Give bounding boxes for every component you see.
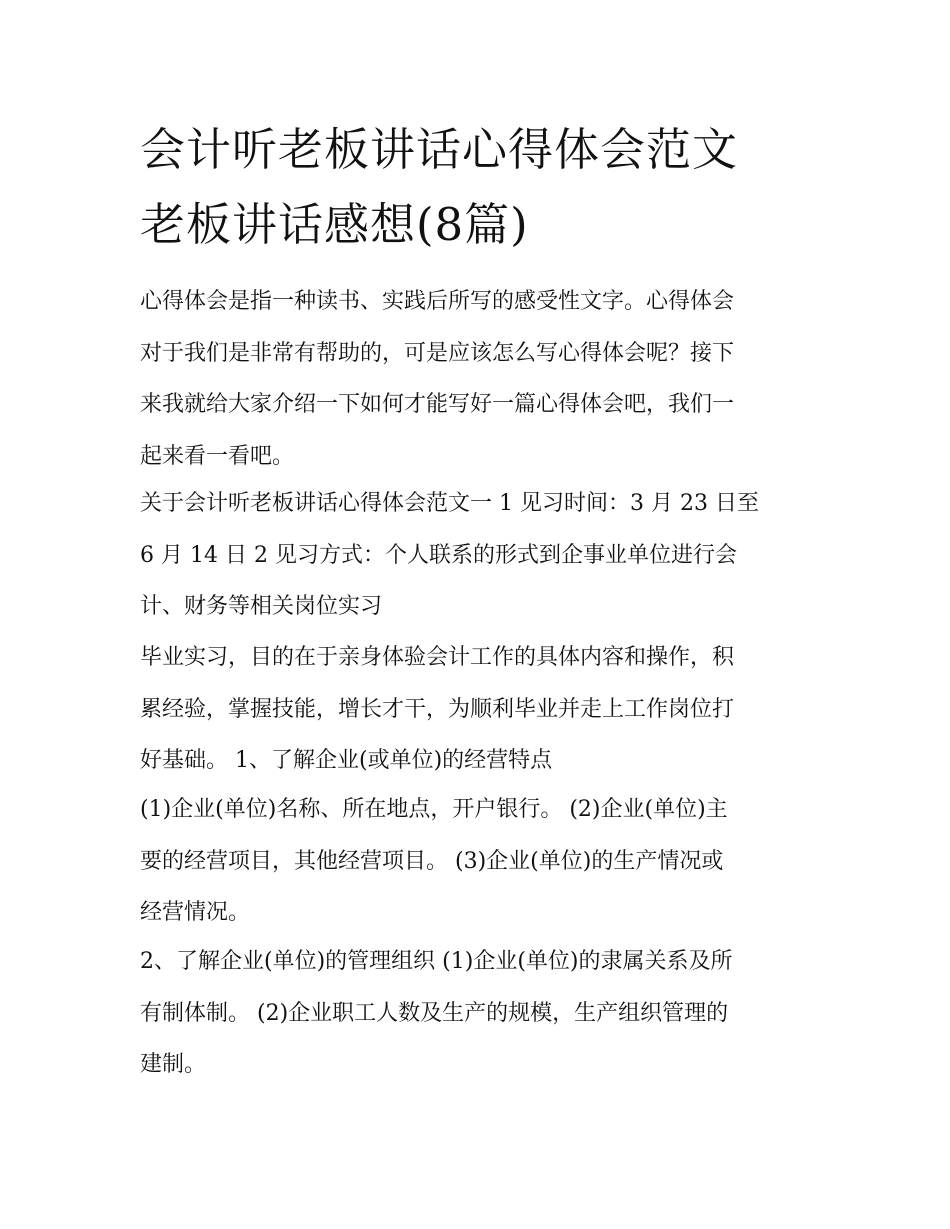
text-line: 好基础。 1、了解企业(或单位)的经营特点 xyxy=(140,748,553,773)
paragraph-internship-info xyxy=(140,478,820,633)
text-line: 6 月 14 日 2 见习方式：个人联系的形式到企事业单位进行会 xyxy=(140,542,737,568)
paragraph-business-features xyxy=(140,784,820,939)
text-line: 建制。 xyxy=(140,1052,207,1077)
text-line: 对于我们是非常有帮助的，可是应该怎么写心得体会呢？接下 xyxy=(140,340,735,366)
text-line: 2、了解企业(单位)的管理组织 (1)企业(单位)的隶属关系及所 xyxy=(140,949,733,974)
text-line: 有制体制。 (2)企业职工人数及生产的规模，生产组织管理的 xyxy=(140,1000,729,1026)
text-line: 心得体会是指一种读书、实践后所写的感受性文字。心得体会 xyxy=(140,289,735,314)
paragraph-intro xyxy=(140,276,820,482)
paragraph-internship-purpose xyxy=(140,632,820,787)
document-title xyxy=(140,112,830,262)
text-line: 关于会计听老板讲话心得体会范文一 1 见习时间：3 月 23 日至 xyxy=(140,491,759,516)
text-line: 计、财务等相关岗位实习 xyxy=(140,594,383,619)
text-line: 经营情况。 xyxy=(140,900,251,925)
title-line: 老板讲话感想(8篇) xyxy=(140,198,529,251)
text-line: 累经验，掌握技能，增长才干，为顺利毕业并走上工作岗位打 xyxy=(140,696,735,722)
text-line: 要的经营项目，其他经营项目。 (3)企业(单位)的生产情况或 xyxy=(140,848,724,874)
text-line: 起来看一看吧。 xyxy=(140,443,295,469)
text-line: 来我就给大家介绍一下如何才能写好一篇心得体会吧，我们一 xyxy=(140,392,735,417)
text-line: (1)企业(单位)名称、所在地点，开户银行。 (2)企业(单位)主 xyxy=(140,797,728,822)
text-line: 毕业实习，目的在于亲身体验会计工作的具体内容和操作，积 xyxy=(140,645,735,670)
paragraph-management-organization xyxy=(140,936,820,1091)
title-line: 会计听老板讲话心得体会范文 xyxy=(140,123,739,176)
